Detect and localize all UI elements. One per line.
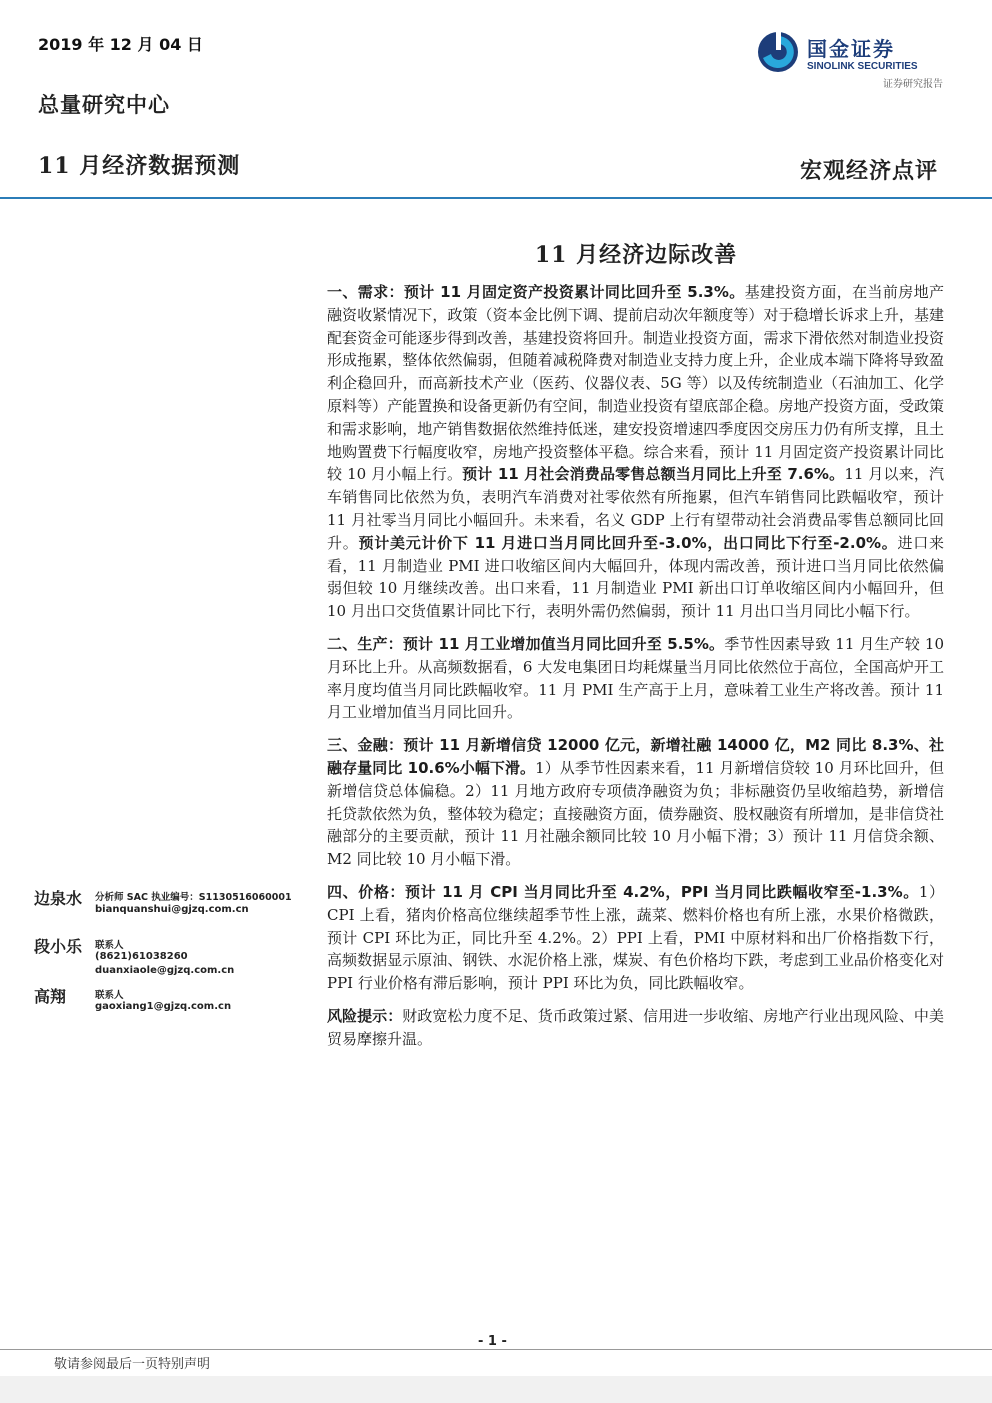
analyst-name: 高翔 bbox=[34, 987, 67, 1006]
analyst-email[interactable]: bianquanshui@gjzq.com.cn bbox=[95, 904, 249, 915]
analyst-role: 联系人 bbox=[95, 990, 124, 1001]
analyst-card bbox=[34, 886, 304, 934]
section-text: 基建投资方面，在当前房地产融资收紧情况下，政策（资本金比例下调、提前启动次年额度等）对于稳增长诉求上升，基建配套资金可能逐步得到改善，基建投资将回升。制造业投资方面，需求下滑依然对制造业投资形成拖累，整体依然偏弱，但随着减税降费对制造业支持力度上升，企业成本端下降将导致盈利企稳回升，而高新技术产业（医药、仪器仪表、5G 等）以及传统制造业（石油加工、化学原料等）产能置换和设备更新仍有空间，制造业投资有望底部企稳。房地产投资方面，受政策和需求影响，地产销售数据依然维持低迷，建安投资增速四季度因交房压力仍有所支撑，且土地购置费下行幅度收窄，房地产投资整体平稳。综合来看，预计 11 月固定资产投资累计同比较 10 月小幅上行。 bbox=[327, 283, 944, 484]
section-text: 11 月以来，汽车销售同比依然为负，表明汽车消费对社零依然有所拖累，但汽车销售同比跌幅收窄，预计 11 月社零当月同比小幅回升。未来看，名义 GDP 上行有望带动社会消费品零售总额同比回升。 bbox=[327, 465, 945, 552]
analyst-name: 段小乐 bbox=[34, 937, 83, 956]
footer-bar bbox=[0, 1376, 992, 1403]
section-production bbox=[327, 633, 944, 724]
risk-label: 风险提示： bbox=[327, 1006, 403, 1025]
header-divider bbox=[0, 197, 992, 199]
section-text: 季节性因素导致 11 月生产较 10 月环比上升。从高频数据看，6 大发电集团日均耗煤量当月同比依然位于高位，全国高炉开工率月度均值当月同比跌幅收窄。11 月 PMI 生产高于上月，意味着工业生产将改善。预计 11 月工业增加值当月同比回升。 bbox=[327, 634, 944, 722]
risk-text: 财政宽松力度不足、货币政策过紧、信用进一步收缩、房地产行业出现风险、中美贸易摩擦升温。 bbox=[327, 1006, 944, 1048]
headline: 11 月经济边际改善 bbox=[534, 242, 738, 268]
section-lead: 一、需求：预计 11 月固定资产投资累计同比回升至 5.3%。 bbox=[327, 283, 745, 301]
report-date: 2019 年 12 月 04 日 bbox=[38, 35, 203, 54]
analyst-card bbox=[34, 984, 304, 1032]
analyst-name: 边泉水 bbox=[34, 889, 83, 908]
analyst-email[interactable]: duanxiaole@gjzq.com.cn bbox=[95, 965, 235, 976]
section-finance bbox=[327, 734, 944, 871]
logo-name-en: SINOLINK SECURITIES bbox=[807, 61, 918, 72]
analyst-phone: (8621)61038260 bbox=[95, 951, 188, 962]
section-price bbox=[327, 881, 944, 995]
report-type: 宏观经济点评 bbox=[799, 158, 938, 184]
sinolink-logo-icon bbox=[756, 30, 800, 74]
section-lead: 三、金融：预计 11 月新增信贷 12000 亿元，新增社融 14000 亿，M2 同比 8.3%、社融存量同比 10.6%小幅下滑。 bbox=[327, 736, 944, 777]
research-center: 总量研究中心 bbox=[38, 92, 170, 117]
analyst-role: 分析师 SAC 执业编号：S1130516060001 bbox=[95, 892, 292, 903]
section-lead: 四、价格：预计 11 月 CPI 当月同比升至 4.2%，PPI 当月同比跌幅收窄至-1.3%。 bbox=[327, 882, 919, 901]
analyst-role: 联系人 bbox=[95, 940, 124, 951]
footer-divider bbox=[0, 1349, 992, 1350]
analyst-list bbox=[34, 886, 304, 1032]
page-number: - 1 - bbox=[478, 1334, 507, 1349]
section-highlight: 预计美元计价下 11 月进口当月同比回升至-3.0%，出口同比下行至-2.0%。 bbox=[358, 533, 898, 552]
analyst-card bbox=[34, 934, 304, 984]
company-logo bbox=[756, 30, 951, 92]
section-text: 1）从季节性因素来看，11 月新增信贷较 10 月环比回升，但新增信贷总体偏稳。2）11 月地方政府专项债净融资为负；非标融资仍呈收缩趋势，新增信托贷款依然为负，整体较为稳定；直接融资方面，债券融资、股权融资有所增加，是非信贷社融部分的主要贡献，预计 11 月社融余额同比较 10 月小幅下滑；3）预计 11 月信贷余额、M2 同比较 10 月小幅下滑。 bbox=[327, 758, 944, 869]
footer-disclaimer: 敬请参阅最后一页特别声明 bbox=[54, 1357, 211, 1372]
section-lead: 二、生产：预计 11 月工业增加值当月同比回升至 5.5%。 bbox=[327, 634, 725, 653]
analyst-email[interactable]: gaoxiang1@gjzq.com.cn bbox=[95, 1001, 232, 1012]
section-demand bbox=[327, 281, 944, 623]
section-highlight: 预计 11 月社会消费品零售总额当月同比上升至 7.6%。 bbox=[462, 465, 845, 484]
section-text: 1）CPI 上看，猪肉价格高位继续超季节性上涨，蔬菜、燃料价格也有所上涨，水果价格微跌，预计 CPI 环比为正，同比升至 4.2%。2）PPI 上看，PMI 中原材料和出厂价格指数下行，高频数据显示原油、钢铁、水泥价格上涨，煤炭、有色价格均下跌，考虑到工业品价格变化对 PPI 行业价格有滞后影响，预计 PPI 环比为负，同比跌幅收窄。 bbox=[327, 882, 944, 993]
logo-name-cn: 国金证券 bbox=[807, 37, 895, 61]
logo-subtitle: 证券研究报告 bbox=[883, 79, 943, 90]
section-text: 进口来看，11 月制造业 PMI 进口收缩区间内大幅回升，体现内需改善，预计进口当月同比依然偏弱但较 10 月继续改善。出口来看，11 月制造业 PMI 新出口订单收缩区间内小幅回升，但 10 月出口交货值累计同比下行，表明外需仍然偏弱，预计 11 月出口当月同比小幅下行。 bbox=[327, 533, 944, 621]
report-body bbox=[327, 281, 944, 1061]
risk-warning bbox=[327, 1005, 944, 1051]
report-title: 11 月经济数据预测 bbox=[38, 153, 241, 179]
